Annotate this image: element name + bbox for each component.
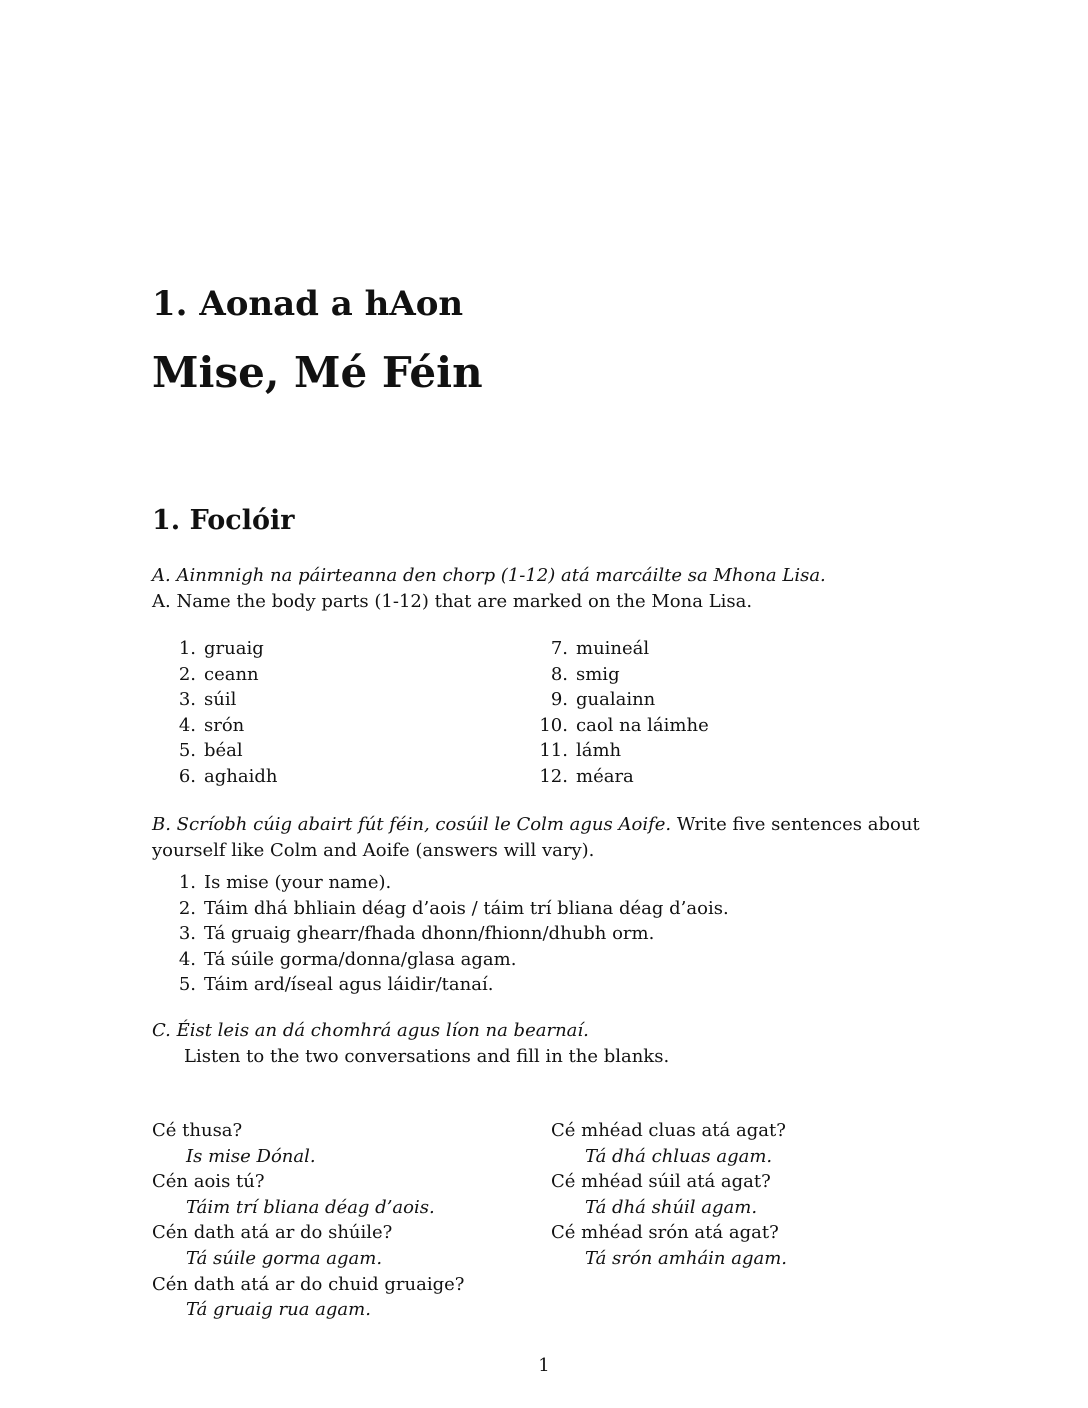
- list-item: [524, 662, 709, 688]
- item-word: srón: [204, 714, 245, 736]
- dialogue-exchange: [551, 1220, 787, 1271]
- dialogue-exchange: [152, 1272, 464, 1323]
- sentence-text: Táim ard/íseal agus láidir/tanaí.: [204, 974, 494, 996]
- question: Cé mhéad súil atá agat?: [551, 1171, 771, 1193]
- item-number: 4.: [178, 948, 196, 970]
- vocab-list-right: [524, 636, 709, 790]
- exercise-a-instruction-irish: A. Ainmnigh na páirteanna den chorp (1-12) atá marcáilte sa Mhona Lisa.: [152, 565, 826, 586]
- list-item: [524, 738, 709, 764]
- chapter-title: Mise, Mé Féin: [152, 348, 483, 397]
- list-item: [152, 636, 277, 662]
- item-number: 1.: [178, 872, 196, 893]
- item-number: 11.: [539, 740, 568, 762]
- dialogue-exchange: [152, 1220, 464, 1271]
- dialogue-left: [152, 1118, 464, 1323]
- sentence-text: Is mise (your name).: [204, 872, 392, 893]
- answer: Táim trí bliana déag d’aois.: [186, 1196, 435, 1218]
- answer: Tá dhá chluas agam.: [585, 1145, 773, 1167]
- item-number: 12.: [539, 765, 568, 787]
- list-item: [152, 870, 729, 896]
- list-item: [524, 636, 709, 662]
- list-item: [152, 896, 729, 922]
- dialogue-right: [551, 1118, 787, 1272]
- exercise-b-instruction-line1: [152, 812, 920, 838]
- item-number: 2.: [178, 897, 196, 919]
- sentence-text: Táim dhá bhliain déag d’aois / táim trí bliana déag d’aois.: [204, 897, 729, 919]
- list-item: [152, 713, 277, 739]
- sentence-list: [152, 870, 729, 998]
- dialogue-exchange: [551, 1118, 787, 1169]
- list-item: [152, 738, 277, 764]
- exercise-a-instruction-english: A. Name the body parts (1-12) that are marked on the Mona Lisa.: [152, 591, 753, 612]
- item-number: 10.: [539, 714, 568, 736]
- item-number: 7.: [550, 638, 568, 659]
- question: Cén dath atá ar do chuid gruaige?: [152, 1273, 465, 1295]
- list-item: [152, 764, 277, 790]
- item-number: 5.: [178, 740, 196, 762]
- question: Cé thusa?: [152, 1120, 243, 1141]
- item-word: béal: [204, 740, 243, 762]
- item-word: smig: [576, 663, 620, 685]
- dialogue-exchange: [152, 1169, 464, 1220]
- item-number: 5.: [178, 974, 196, 996]
- list-item: [152, 662, 277, 688]
- vocab-list-left: [152, 636, 277, 790]
- question: Cén dath atá ar do shúile?: [152, 1222, 393, 1244]
- page-number: 1: [538, 1355, 550, 1376]
- item-number: 8.: [550, 663, 568, 685]
- unit-title: 1. Aonad a hAon: [152, 284, 464, 324]
- exercise-b-instruction-irish: B. Scríobh cúig abairt fút féin, cosúil le Colm agus Aoife.: [152, 814, 672, 835]
- answer: Tá srón amháin agam.: [585, 1247, 788, 1269]
- item-word: muineál: [576, 638, 650, 659]
- answer: Tá dhá shúil agam.: [585, 1196, 758, 1218]
- exercise-b-instruction-line2: yourself like Colm and Aoife (answers will vary).: [152, 840, 595, 861]
- item-word: gualainn: [576, 689, 656, 711]
- dialogue-exchange: [551, 1169, 787, 1220]
- question: Cé mhéad cluas atá agat?: [551, 1120, 786, 1141]
- list-item: [152, 972, 729, 998]
- exercise-b-instruction-english: Write five sentences about: [676, 814, 920, 835]
- item-word: aghaidh: [204, 765, 278, 787]
- item-word: méara: [576, 765, 634, 787]
- answer: Tá súile gorma agam.: [186, 1247, 383, 1269]
- item-word: ceann: [204, 663, 259, 685]
- list-item: [524, 687, 709, 713]
- list-item: [152, 687, 277, 713]
- item-number: 2.: [178, 663, 196, 685]
- item-word: gruaig: [204, 638, 264, 659]
- item-number: 1.: [178, 638, 196, 659]
- sentence-text: Tá súile gorma/donna/glasa agam.: [204, 948, 517, 970]
- item-number: 6.: [178, 765, 196, 787]
- list-item: [524, 713, 709, 739]
- item-word: lámh: [576, 740, 622, 762]
- list-item: [152, 921, 729, 947]
- list-item: [524, 764, 709, 790]
- item-number: 4.: [178, 714, 196, 736]
- exercise-c-instruction-irish: C. Éist leis an dá chomhrá agus líon na bearnaí.: [152, 1020, 589, 1041]
- item-number: 3.: [178, 923, 196, 945]
- item-word: caol na láimhe: [576, 714, 709, 736]
- item-word: súil: [204, 689, 237, 711]
- answer: Is mise Dónal.: [186, 1145, 316, 1167]
- answer: Tá gruaig rua agam.: [186, 1299, 371, 1321]
- question: Cén aois tú?: [152, 1171, 265, 1193]
- item-number: 9.: [550, 689, 568, 711]
- list-item: [152, 947, 729, 973]
- sentence-text: Tá gruaig ghearr/fhada dhonn/fhionn/dhubh orm.: [204, 923, 655, 945]
- exercise-c-instruction-english: Listen to the two conversations and fill in the blanks.: [184, 1046, 670, 1067]
- question: Cé mhéad srón atá agat?: [551, 1222, 779, 1244]
- item-number: 3.: [178, 689, 196, 711]
- section-title: 1. Foclóir: [152, 505, 295, 536]
- dialogue-exchange: [152, 1118, 464, 1169]
